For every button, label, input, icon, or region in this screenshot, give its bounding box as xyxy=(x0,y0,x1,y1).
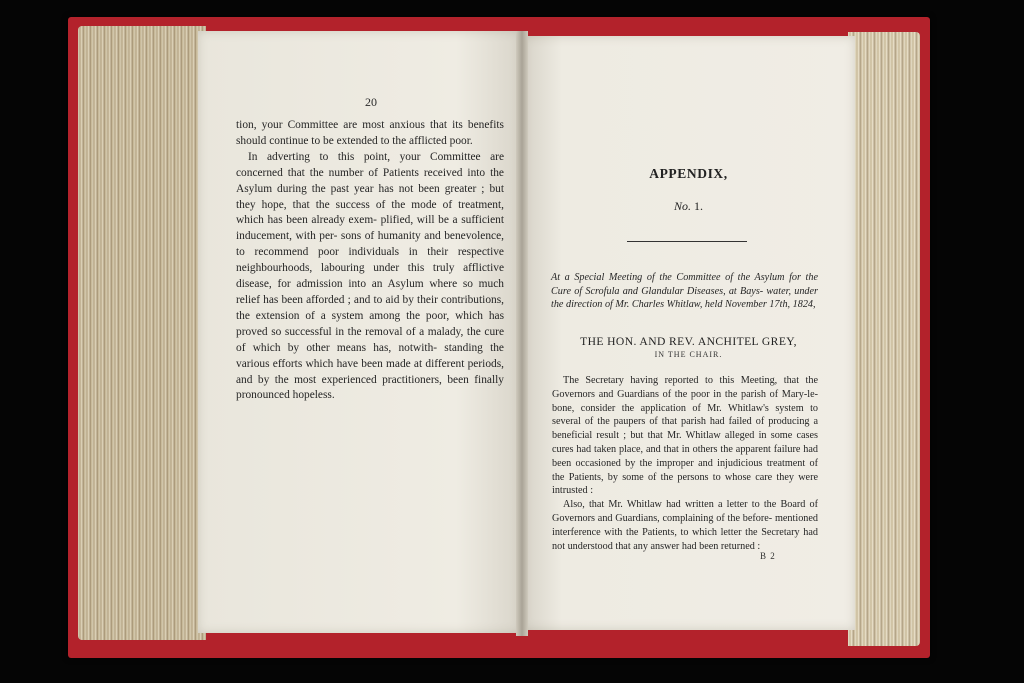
page-edges-right xyxy=(848,32,920,646)
paragraph: The Secretary having reported to this Meeting, that the Governors and Guardians of the poor in the parish of Mary-le-bone, consider the application of Mr. Whitlaw's system to several of the paupers of that parish had failed of producing a beneficial result ; but that Mr. Whitlaw alleged in some cases cures had taken place, and that in others the apparent failure had been occasioned by the improper and injudicious treatment of the Patients, by some of the persons to whose care they were intrusted : xyxy=(552,375,818,497)
appendix-number-value: 1. xyxy=(694,199,703,213)
chair-subtitle: IN THE CHAIR. xyxy=(654,350,723,359)
appendix-number xyxy=(522,199,855,214)
book-gutter xyxy=(516,31,528,636)
left-page-text xyxy=(236,118,504,404)
divider-rule xyxy=(627,241,747,242)
appendix-title: APPENDIX, xyxy=(649,166,728,181)
signature-mark: B 2 xyxy=(760,551,776,561)
paragraph: tion, your Committee are most anxious that its benefits should continue to be extended to the afflicted poor. xyxy=(236,119,504,147)
meeting-heading: At a Special Meeting of the Committee of the Asylum for the Cure of Scrofula and Glandular Diseases, at Bays- water, under the direction of Mr. Charles Whitlaw, held November 17th, 1824, xyxy=(551,272,818,311)
page-number: 20 xyxy=(365,95,377,109)
page-edges-left xyxy=(78,26,206,640)
paragraph: Also, that Mr. Whitlaw had written a letter to the Board of Governors and Guardians, complaining of the before- mentioned interference with the Patients, to which letter the Secretary had not understood that any answer had been returned : xyxy=(552,499,818,552)
paragraph: In adverting to this point, your Committee are concerned that the number of Patients received into the Asylum during the past year has not been greater ; but they hope, that the success of the mode of treatment, which has been already exem- plified, will be a sufficient inducement, with per- sons of humanity and benevolence, to recommend poor individuals in their respective neighbourhoods, labouring under this truly afflictive disease, for admission into an Asylum where so much relief has been afforded ; and to aid by their contributions, the extension of a system among the poor, which has proved so successful in the removal of a malady, the cure of which by other means has, notwith- standing the various efforts which have been made at different periods, and by the most experienced practitioners, been finally pronounced hopeless. xyxy=(236,150,504,402)
right-page-text xyxy=(552,374,818,553)
chair-name: THE HON. AND REV. ANCHITEL GREY, xyxy=(580,335,797,348)
appendix-number-label: No. xyxy=(673,199,691,213)
